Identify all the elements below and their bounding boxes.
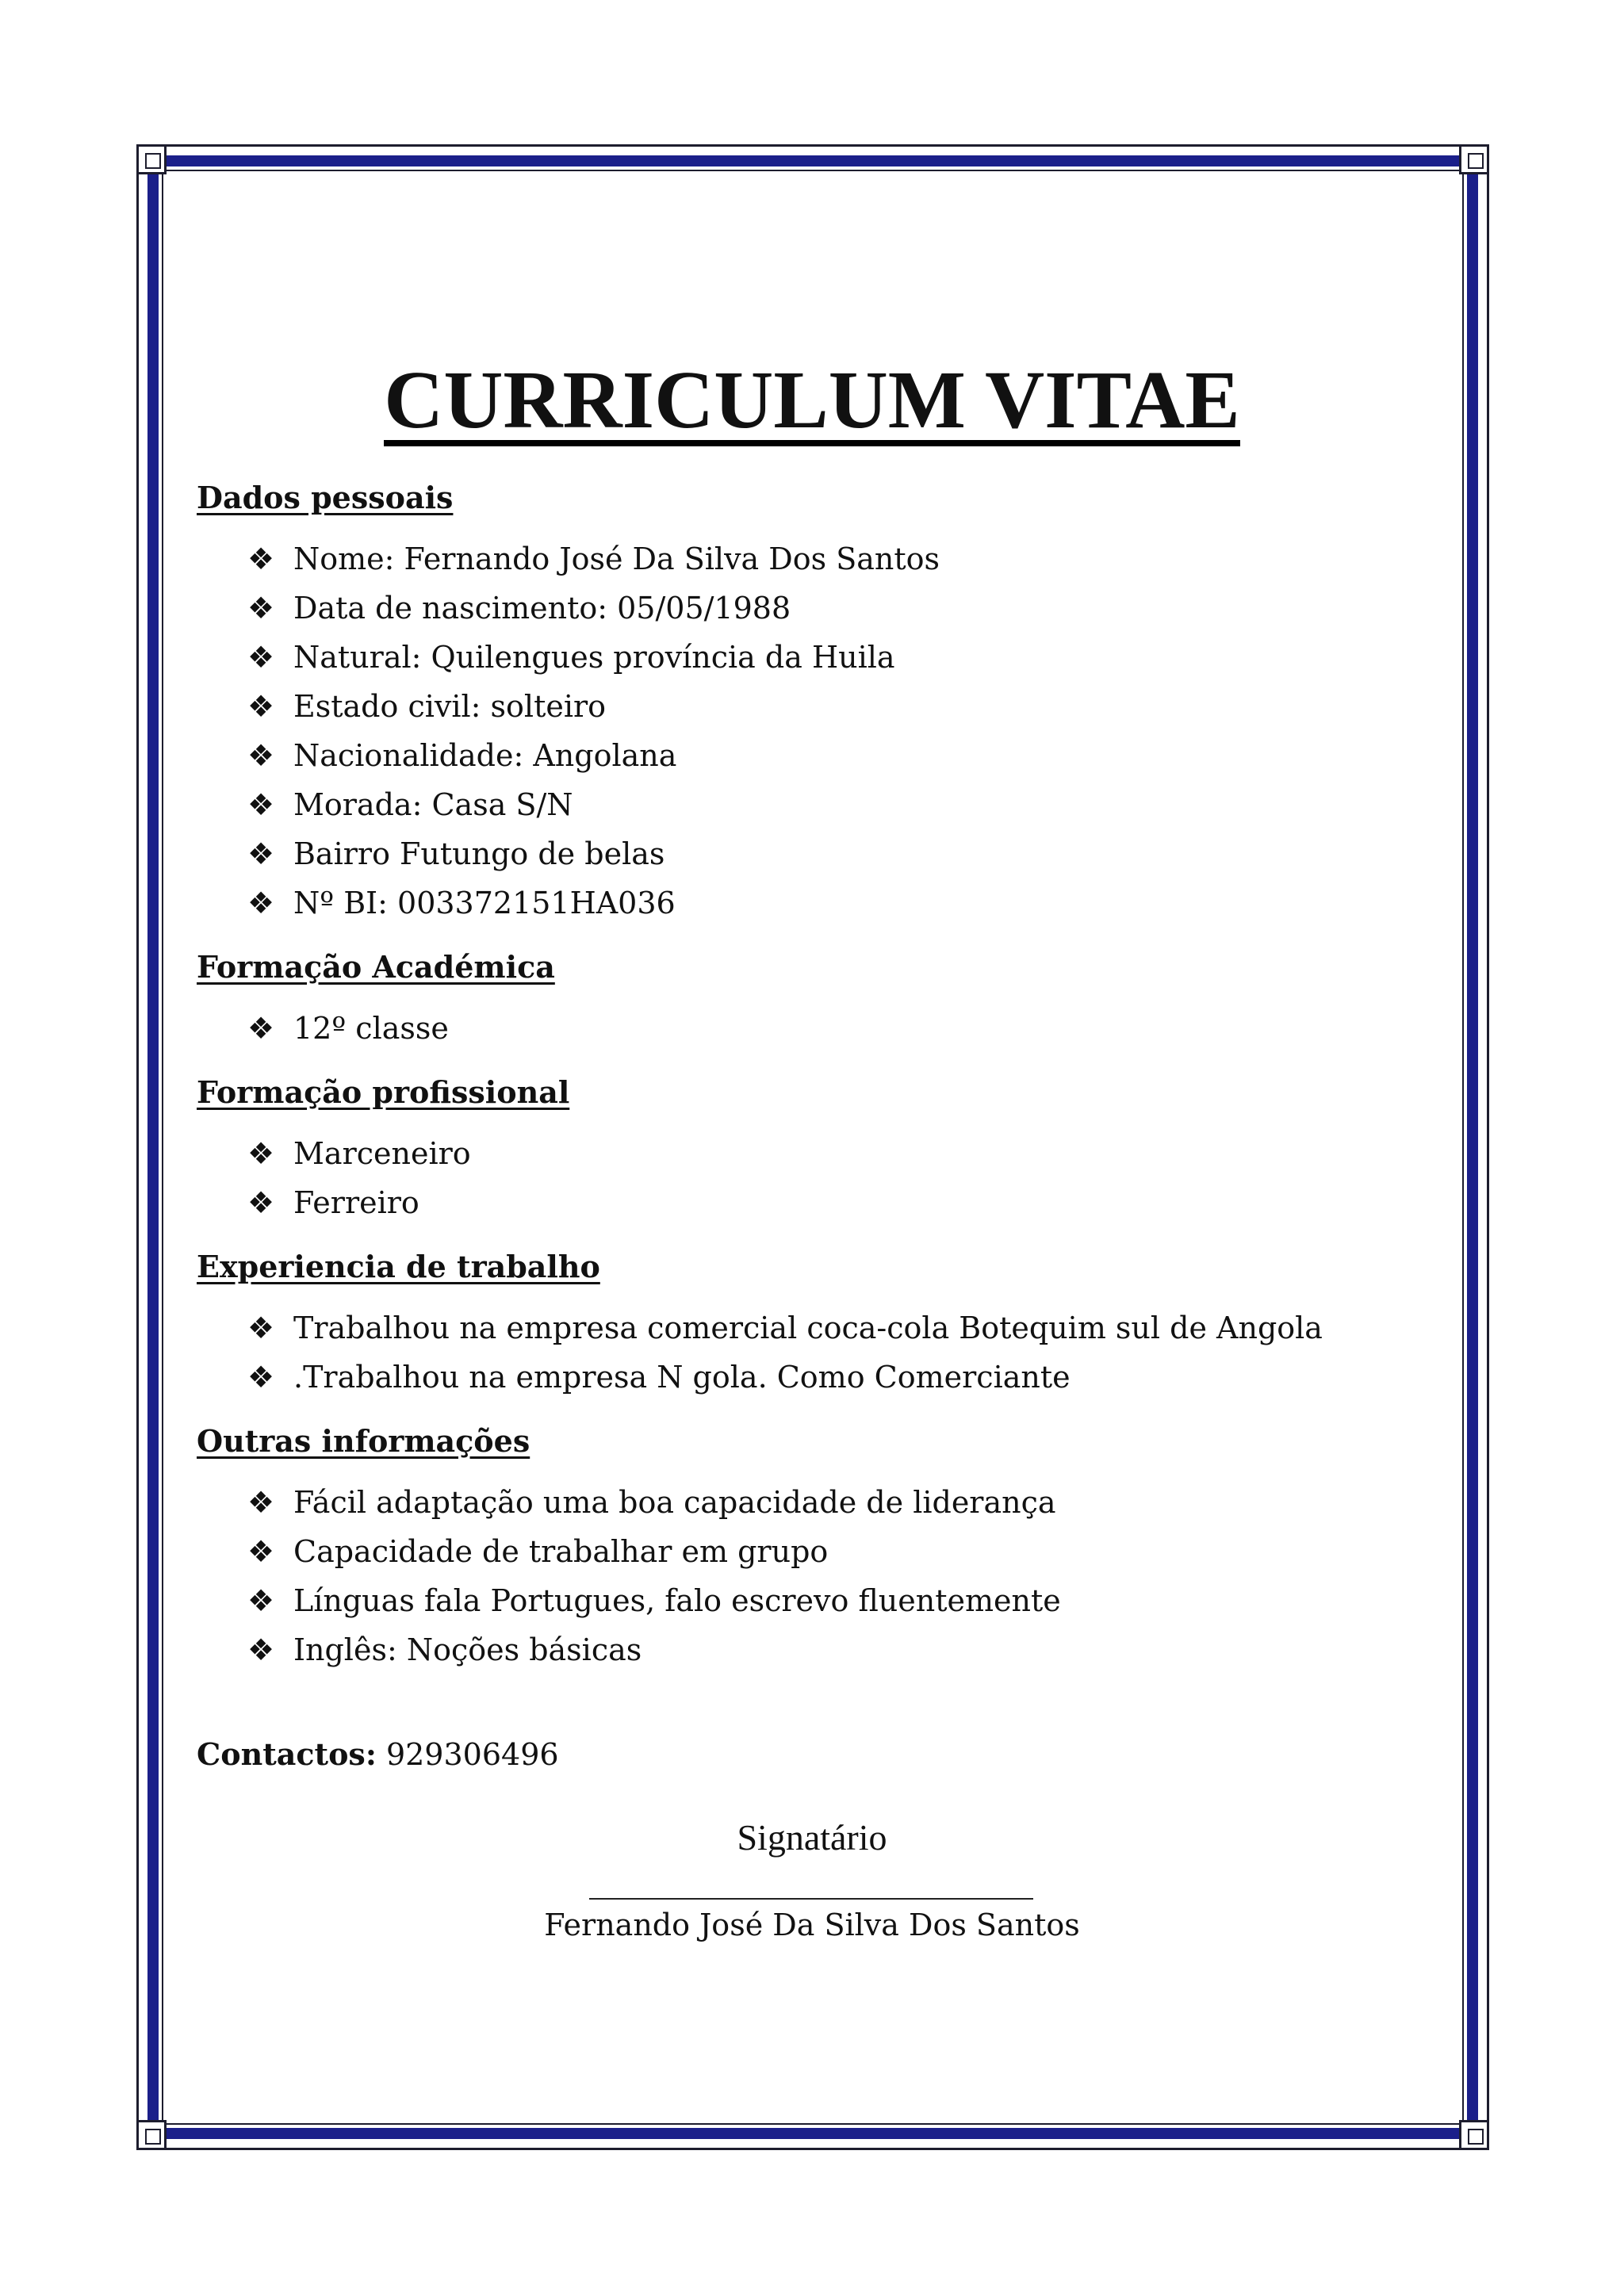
list-item: ❖ Morada: Casa S/N: [247, 780, 1434, 829]
diamond-bullet-icon: ❖: [247, 1011, 275, 1046]
list-item: ❖ Trabalhou na empresa comercial coca-cola Botequim sul de Angola: [247, 1303, 1434, 1353]
list-item: ❖ Estado civil: solteiro: [247, 682, 1434, 731]
section-heading: Dados pessoais: [197, 480, 454, 515]
section-list: [197, 1303, 1434, 1402]
section-heading: Formação profissional: [197, 1074, 570, 1110]
list-item: ❖ Nome: Fernando José Da Silva Dos Santos: [247, 534, 1434, 584]
diamond-bullet-icon: ❖: [247, 886, 275, 920]
diamond-bullet-icon: ❖: [247, 1311, 275, 1345]
section-dados-pessoais: [197, 473, 1434, 928]
section-list: [197, 1004, 1434, 1053]
diamond-bullet-icon: ❖: [247, 1485, 275, 1520]
diamond-bullet-icon: ❖: [247, 541, 275, 576]
list-item: ❖ Ferreiro: [247, 1178, 1434, 1227]
diamond-bullet-icon: ❖: [247, 591, 275, 626]
section-list: [197, 1129, 1434, 1227]
diamond-bullet-icon: ❖: [247, 689, 275, 724]
list-item: ❖ .Trabalhou na empresa N gola. Como Comerciante: [247, 1353, 1434, 1402]
cv-content: [197, 473, 1434, 1779]
list-item: ❖ Data de nascimento: 05/05/1988: [247, 584, 1434, 633]
diamond-bullet-icon: ❖: [247, 1632, 275, 1667]
diamond-bullet-icon: ❖: [247, 1136, 275, 1171]
list-item: ❖ Bairro Futungo de belas: [247, 829, 1434, 878]
list-item: ❖ Línguas fala Portugues, falo escrevo fluentemente: [247, 1576, 1434, 1625]
diamond-bullet-icon: ❖: [247, 1583, 275, 1618]
contacts-label: Contactos:: [197, 1736, 377, 1772]
list-item: ❖ Nacionalidade: Angolana: [247, 731, 1434, 780]
diamond-bullet-icon: ❖: [247, 738, 275, 773]
diamond-bullet-icon: ❖: [247, 787, 275, 822]
diamond-bullet-icon: ❖: [247, 1185, 275, 1220]
section-formacao-profissional: [197, 1067, 1434, 1227]
list-item: ❖ Inglês: Noções básicas: [247, 1625, 1434, 1674]
list-item: ❖ Fácil adaptação uma boa capacidade de liderança: [247, 1478, 1434, 1527]
list-item: ❖ Capacidade de trabalhar em grupo: [247, 1527, 1434, 1576]
border-corner-ornament: [1459, 2120, 1489, 2150]
border-corner-ornament: [136, 2120, 167, 2150]
diamond-bullet-icon: ❖: [247, 640, 275, 675]
diamond-bullet-icon: ❖: [247, 1534, 275, 1569]
section-experiencia-trabalho: [197, 1242, 1434, 1402]
document-title: CURRICULUM VITAE: [384, 354, 1240, 446]
border-corner-ornament: [136, 144, 167, 174]
section-heading: Formação Académica: [197, 949, 555, 985]
diamond-bullet-icon: ❖: [247, 1360, 275, 1395]
signature-name: Fernando José Da Silva Dos Santos: [544, 1908, 1080, 1942]
section-outras-informacoes: [197, 1416, 1434, 1674]
signature-title: Signatário: [737, 1817, 887, 1858]
contacts-phone: 929306496: [385, 1737, 559, 1772]
list-item: ❖ Nº BI: 003372151HA036: [247, 878, 1434, 928]
section-heading: Outras informações: [197, 1423, 530, 1459]
section-list: [197, 1478, 1434, 1674]
list-item: ❖ Natural: Quilengues província da Huila: [247, 633, 1434, 682]
diamond-bullet-icon: ❖: [247, 836, 275, 871]
border-corner-ornament: [1459, 144, 1489, 174]
contacts-line: [197, 1730, 1434, 1779]
list-item: ❖ Marceneiro: [247, 1129, 1434, 1178]
section-heading: Experiencia de trabalho: [197, 1249, 600, 1284]
signature-line: [589, 1898, 1033, 1900]
list-item: ❖ 12º classe: [247, 1004, 1434, 1053]
section-formacao-academica: [197, 942, 1434, 1053]
section-list: [197, 534, 1434, 928]
